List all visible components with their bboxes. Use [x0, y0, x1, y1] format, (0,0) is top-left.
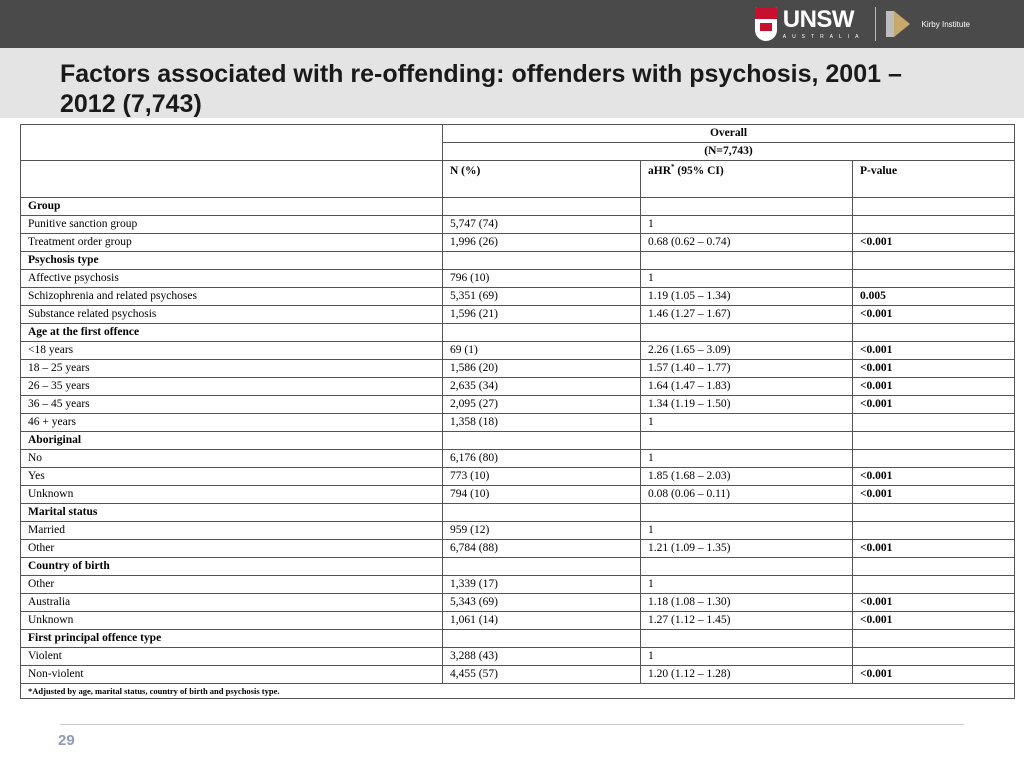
table-row: [21, 234, 1015, 252]
kirby-logo-text: Kirby Institute: [921, 19, 970, 29]
section-header-row: [21, 504, 1015, 522]
table-row: [21, 360, 1015, 378]
section-empty-p: [853, 432, 1015, 450]
row-ahr-ci: 1.19 (1.05 – 1.34): [641, 288, 853, 306]
row-p-value: <0.001: [853, 234, 1015, 252]
row-ahr-ci: 0.68 (0.62 – 0.74): [641, 234, 853, 252]
row-n-percent: 1,358 (18): [443, 414, 641, 432]
logo-divider: [875, 7, 876, 41]
row-n-percent: 1,586 (20): [443, 360, 641, 378]
section-empty-n: [443, 252, 641, 270]
section-label: Age at the first offence: [21, 324, 443, 342]
row-p-value: <0.001: [853, 396, 1015, 414]
table-row: [21, 594, 1015, 612]
row-n-percent: 69 (1): [443, 342, 641, 360]
section-empty-ahr: [641, 432, 853, 450]
footnote-row: [21, 684, 1015, 699]
row-label: 18 – 25 years: [21, 360, 443, 378]
row-label: Australia: [21, 594, 443, 612]
row-label: 46 + years: [21, 414, 443, 432]
overall-n: (N=7,743): [704, 145, 753, 157]
header-row-overall: [21, 125, 1015, 143]
ahr-label: aHR: [648, 165, 671, 177]
row-n-percent: 773 (10): [443, 468, 641, 486]
ahr-ci-label: (95% CI): [674, 165, 724, 177]
row-p-value: [853, 450, 1015, 468]
row-label: Non-violent: [21, 666, 443, 684]
row-ahr-ci: 1: [641, 450, 853, 468]
row-p-value: <0.001: [853, 612, 1015, 630]
section-empty-p: [853, 324, 1015, 342]
row-p-value: <0.001: [853, 360, 1015, 378]
row-label: 26 – 35 years: [21, 378, 443, 396]
section-empty-p: [853, 198, 1015, 216]
column-header-p-value: P-value: [853, 161, 1015, 198]
row-ahr-ci: 1.85 (1.68 – 2.03): [641, 468, 853, 486]
section-header-row: [21, 198, 1015, 216]
row-label: Unknown: [21, 612, 443, 630]
unsw-logo-text: UNSW: [782, 6, 855, 33]
section-label: Country of birth: [21, 558, 443, 576]
row-label: Yes: [21, 468, 443, 486]
section-header-row: [21, 432, 1015, 450]
row-ahr-ci: 1.46 (1.27 – 1.67): [641, 306, 853, 324]
footnote: *Adjusted by age, marital status, country of birth and psychosis type.: [21, 684, 1015, 699]
overall-n-header: [443, 143, 1015, 161]
section-label: Aboriginal: [21, 432, 443, 450]
row-label: <18 years: [21, 342, 443, 360]
section-label: Marital status: [21, 504, 443, 522]
row-p-value: <0.001: [853, 666, 1015, 684]
row-ahr-ci: 1: [641, 414, 853, 432]
row-label: Other: [21, 540, 443, 558]
row-label: Treatment order group: [21, 234, 443, 252]
column-header-blank: [21, 161, 443, 198]
section-empty-n: [443, 558, 641, 576]
row-p-value: <0.001: [853, 594, 1015, 612]
section-empty-n: [443, 504, 641, 522]
section-label: Group: [21, 198, 443, 216]
row-n-percent: 6,176 (80): [443, 450, 641, 468]
row-p-value: [853, 522, 1015, 540]
row-ahr-ci: 1: [641, 648, 853, 666]
section-empty-n: [443, 630, 641, 648]
row-p-value: <0.001: [853, 378, 1015, 396]
table-row: [21, 648, 1015, 666]
overall-header: [443, 125, 1015, 143]
row-label: Schizophrenia and related psychoses: [21, 288, 443, 306]
row-p-value: <0.001: [853, 468, 1015, 486]
row-label: 36 – 45 years: [21, 396, 443, 414]
table-row: [21, 288, 1015, 306]
row-p-value: <0.001: [853, 540, 1015, 558]
row-p-value: <0.001: [853, 306, 1015, 324]
unsw-crest-icon: [755, 7, 777, 41]
row-n-percent: 3,288 (43): [443, 648, 641, 666]
table-row: [21, 666, 1015, 684]
row-n-percent: 2,635 (34): [443, 378, 641, 396]
row-ahr-ci: 1: [641, 576, 853, 594]
row-ahr-ci: 2.26 (1.65 – 3.09): [641, 342, 853, 360]
table-row: [21, 576, 1015, 594]
section-empty-p: [853, 252, 1015, 270]
row-ahr-ci: 1.21 (1.09 – 1.35): [641, 540, 853, 558]
section-empty-ahr: [641, 504, 853, 522]
column-header-n: N (%): [443, 161, 641, 198]
row-n-percent: 2,095 (27): [443, 396, 641, 414]
table-row: [21, 306, 1015, 324]
section-header-row: [21, 558, 1015, 576]
top-bar: [0, 0, 1024, 48]
row-p-value: [853, 648, 1015, 666]
table-row: [21, 270, 1015, 288]
section-empty-ahr: [641, 630, 853, 648]
table-row: [21, 342, 1015, 360]
row-ahr-ci: 1: [641, 216, 853, 234]
row-ahr-ci: 1.20 (1.12 – 1.28): [641, 666, 853, 684]
table-row: [21, 378, 1015, 396]
row-label: Unknown: [21, 486, 443, 504]
page-number: 29: [58, 732, 75, 749]
section-header-row: [21, 630, 1015, 648]
overall-label: Overall: [709, 127, 748, 139]
section-empty-n: [443, 198, 641, 216]
row-p-value: [853, 216, 1015, 234]
section-empty-ahr: [641, 558, 853, 576]
column-header-ahr: [641, 161, 853, 198]
section-empty-n: [443, 432, 641, 450]
row-p-value: <0.001: [853, 342, 1015, 360]
table-row: [21, 468, 1015, 486]
table-row: [21, 414, 1015, 432]
row-ahr-ci: 1.57 (1.40 – 1.77): [641, 360, 853, 378]
table-row: [21, 450, 1015, 468]
row-label: Affective psychosis: [21, 270, 443, 288]
table-row: [21, 486, 1015, 504]
row-label: Married: [21, 522, 443, 540]
row-n-percent: 1,339 (17): [443, 576, 641, 594]
row-ahr-ci: 1: [641, 522, 853, 540]
row-n-percent: 5,343 (69): [443, 594, 641, 612]
row-label: No: [21, 450, 443, 468]
row-n-percent: 1,061 (14): [443, 612, 641, 630]
row-label: Punitive sanction group: [21, 216, 443, 234]
section-label: Psychosis type: [21, 252, 443, 270]
section-empty-n: [443, 324, 641, 342]
section-empty-ahr: [641, 198, 853, 216]
section-header-row: [21, 324, 1015, 342]
ahr-footnote-marker: *: [671, 163, 675, 172]
section-empty-ahr: [641, 252, 853, 270]
row-n-percent: 5,351 (69): [443, 288, 641, 306]
row-label: Violent: [21, 648, 443, 666]
row-ahr-ci: 0.08 (0.06 – 0.11): [641, 486, 853, 504]
row-n-percent: 6,784 (88): [443, 540, 641, 558]
section-label: First principal offence type: [21, 630, 443, 648]
table-row: [21, 612, 1015, 630]
logo-area: [755, 4, 970, 44]
kirby-logo-icon: [886, 9, 918, 39]
row-n-percent: 4,455 (57): [443, 666, 641, 684]
section-empty-ahr: [641, 324, 853, 342]
row-p-value: [853, 576, 1015, 594]
header-blank-cell: [21, 125, 443, 161]
row-n-percent: 796 (10): [443, 270, 641, 288]
row-n-percent: 5,747 (74): [443, 216, 641, 234]
unsw-logo-subtext: AUSTRALIA: [782, 34, 865, 40]
row-p-value: 0.005: [853, 288, 1015, 306]
slide-title: Factors associated with re-offending: offenders with psychosis, 2001 – 2012 (7,743): [60, 60, 902, 118]
header-row-columns: [21, 161, 1015, 198]
section-empty-p: [853, 558, 1015, 576]
row-ahr-ci: 1.64 (1.47 – 1.83): [641, 378, 853, 396]
results-table: [20, 124, 1015, 699]
row-ahr-ci: 1.34 (1.19 – 1.50): [641, 396, 853, 414]
row-ahr-ci: 1.27 (1.12 – 1.45): [641, 612, 853, 630]
row-ahr-ci: 1: [641, 270, 853, 288]
row-n-percent: 1,996 (26): [443, 234, 641, 252]
table-row: [21, 522, 1015, 540]
row-label: Substance related psychosis: [21, 306, 443, 324]
row-n-percent: 794 (10): [443, 486, 641, 504]
section-empty-p: [853, 630, 1015, 648]
row-p-value: <0.001: [853, 486, 1015, 504]
table-row: [21, 396, 1015, 414]
table-row: [21, 540, 1015, 558]
unsw-logo: [783, 8, 865, 40]
table-row: [21, 216, 1015, 234]
row-ahr-ci: 1.18 (1.08 – 1.30): [641, 594, 853, 612]
row-n-percent: 1,596 (21): [443, 306, 641, 324]
footer-divider: [60, 724, 964, 725]
section-empty-p: [853, 504, 1015, 522]
row-label: Other: [21, 576, 443, 594]
row-n-percent: 959 (12): [443, 522, 641, 540]
row-p-value: [853, 270, 1015, 288]
section-header-row: [21, 252, 1015, 270]
row-p-value: [853, 414, 1015, 432]
